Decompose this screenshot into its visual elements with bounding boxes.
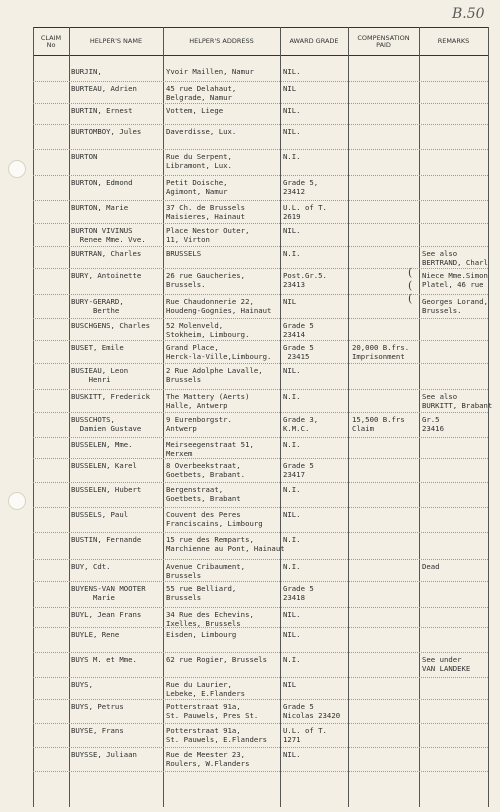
- page-number: B.50: [452, 6, 485, 22]
- punch-hole: [8, 160, 26, 178]
- cell-name: BURJIN,: [71, 67, 102, 76]
- cell-address: 9 Eurenborgstr. Antwerp: [166, 415, 232, 433]
- header-compensation: COMPENSATION PAID: [357, 33, 410, 49]
- cell-name: BURTON, Edmond: [71, 178, 133, 187]
- cell-award: NIL: [283, 84, 297, 93]
- cell-name: BURY, Antoinette: [71, 271, 142, 280]
- cell-name: BUYENS-VAN MOOTER Marie: [71, 584, 146, 602]
- cell-award: U.L. of T. 1271: [283, 726, 327, 744]
- cell-award: Grade 5 Nicolas 23420: [283, 702, 341, 720]
- cell-name: BURTON VIVINUS Renee Mme. Vve.: [71, 226, 146, 244]
- cell-name: BUSSELEN, Hubert: [71, 485, 142, 494]
- row-rule: [33, 246, 488, 247]
- cell-address: The Mattery (Aerts) Halle, Antwerp: [166, 392, 250, 410]
- remarks-bracket: ( ( (: [408, 266, 413, 305]
- column-line: [419, 27, 420, 807]
- row-rule: [33, 175, 488, 176]
- cell-address: Grand Place, Herck-la-Ville,Limbourg.: [166, 343, 272, 361]
- cell-award: N.I.: [283, 535, 301, 544]
- cell-name: BURTOMBOY, Jules: [71, 127, 142, 136]
- cell-address: 2 Rue Adolphe Lavalle, Brussels: [166, 366, 263, 384]
- row-rule: [33, 559, 488, 560]
- cell-name: BUYL, Jean Frans: [71, 610, 142, 619]
- row-rule: [33, 389, 488, 390]
- cell-award: N.I.: [283, 562, 301, 571]
- cell-name: BUSCHGENS, Charles: [71, 321, 151, 330]
- cell-award: NIL.: [283, 67, 301, 76]
- row-rule: [33, 437, 488, 438]
- cell-address: Rue du Serpent, Libramont, Lux.: [166, 152, 232, 170]
- cell-award: NIL.: [283, 750, 301, 759]
- row-rule: [33, 458, 488, 459]
- cell-name: BUYS, Petrus: [71, 702, 124, 711]
- cell-name: BURTON, Marie: [71, 203, 129, 212]
- cell-award: NIL.: [283, 610, 301, 619]
- cell-address: Place Nestor Outer, 11, Virton: [166, 226, 250, 244]
- cell-award: N.I.: [283, 152, 301, 161]
- column-line: [163, 27, 164, 807]
- header-helper-name: HELPER'S NAME: [89, 37, 143, 46]
- row-rule: [33, 318, 488, 319]
- cell-address: Eisden, Limbourg: [166, 630, 237, 639]
- cell-award: NIL.: [283, 366, 301, 375]
- cell-award: NIL.: [283, 106, 301, 115]
- cell-address: Rue du Laurier, Lebeke, E.Flanders: [166, 680, 246, 698]
- cell-name: BUSKITT, Frederick: [71, 392, 151, 401]
- cell-award: NIL.: [283, 630, 301, 639]
- cell-address: Daverdisse, Lux.: [166, 127, 237, 136]
- row-rule: [33, 103, 488, 104]
- row-rule: [33, 223, 488, 224]
- cell-remarks: Niece Mme.Simon Platel, 46 rue: [422, 271, 488, 289]
- cell-address: 34 Rue des Echevins, Ixelles, Brussels: [166, 610, 254, 628]
- cell-award: Grade 5 23414: [283, 321, 314, 339]
- cell-address: Petit Doische, Agimont, Namur: [166, 178, 228, 196]
- row-rule: [33, 771, 488, 772]
- cell-address: Rue de Meester 23, Roulers, W.Flanders: [166, 750, 250, 768]
- row-rule: [33, 81, 488, 82]
- cell-name: BUSIEAU, Leon Henri: [71, 366, 129, 384]
- row-rule: [33, 340, 488, 341]
- punch-hole: [8, 492, 26, 510]
- row-rule: [33, 200, 488, 201]
- cell-name: BUYLE, Rene: [71, 630, 120, 639]
- header-claim: CLAIM No: [40, 33, 62, 49]
- cell-remarks: Gr.5 23416: [422, 415, 444, 433]
- cell-remarks: See also BERTRAND, Charl: [422, 249, 488, 267]
- cell-address: 26 rue Gaucheries, Brussels.: [166, 271, 246, 289]
- header-remarks: REMARKS: [437, 37, 470, 46]
- row-rule: [33, 747, 488, 748]
- row-rule: [33, 723, 488, 724]
- cell-name: BUYSE, Frans: [71, 726, 124, 735]
- cell-address: Yvoir Maillen, Namur: [166, 67, 254, 76]
- cell-address: Meirseegenstraat 51, Merxem: [166, 440, 254, 458]
- cell-name: BUSET, Emile: [71, 343, 124, 352]
- cell-name: BUSSELS, Paul: [71, 510, 129, 519]
- cell-award: NIL.: [283, 226, 301, 235]
- row-rule: [33, 699, 488, 700]
- cell-name: BUYS M. et Mme.: [71, 655, 137, 664]
- cell-comp: 15,500 B.frs Claim: [352, 415, 405, 433]
- cell-award: N.I.: [283, 485, 301, 494]
- row-rule: [33, 532, 488, 533]
- cell-name: BUSSCHOTS, Damien Gustave: [71, 415, 142, 433]
- cell-address: Bergenstraat, Goetbets, Brabant: [166, 485, 241, 503]
- cell-award: Post.Gr.5. 23413: [283, 271, 327, 289]
- cell-name: BUY, Cdt.: [71, 562, 111, 571]
- cell-award: N.I.: [283, 392, 301, 401]
- cell-award: N.I.: [283, 655, 301, 664]
- cell-remarks: See under VAN LANDEKE: [422, 655, 471, 673]
- cell-address: Avenue Cribaument, Brussels: [166, 562, 246, 580]
- cell-award: N.I.: [283, 249, 301, 258]
- row-rule: [33, 677, 488, 678]
- column-line: [488, 27, 489, 807]
- cell-name: BUYS,: [71, 680, 93, 689]
- cell-address: Potterstraat 91a, St. Pauwels, Pres St.: [166, 702, 259, 720]
- cell-name: BURTIN, Ernest: [71, 106, 133, 115]
- row-rule: [33, 652, 488, 653]
- cell-address: 52 Molenveld, Stokheim, Limbourg.: [166, 321, 250, 339]
- cell-name: BUYSSE, Juliaan: [71, 750, 137, 759]
- cell-address: Potterstraat 91a, St. Pauwels, E.Flanders: [166, 726, 268, 744]
- cell-name: BUSSELEN, Karel: [71, 461, 137, 470]
- cell-award: NIL.: [283, 510, 301, 519]
- row-rule: [33, 412, 488, 413]
- cell-address: Vottem, Liege: [166, 106, 224, 115]
- cell-address: 8 Overbeekstraat, Goetbets, Brabant.: [166, 461, 246, 479]
- cell-name: BUSSELEN, Mme.: [71, 440, 133, 449]
- cell-address: Couvent des Peres Franciscains, Limbourg: [166, 510, 263, 528]
- row-rule: [33, 507, 488, 508]
- cell-address: BRUSSELS: [166, 249, 202, 258]
- column-line: [348, 27, 349, 807]
- cell-comp: 20,000 B.frs. Imprisonment: [352, 343, 410, 361]
- row-rule: [33, 607, 488, 608]
- cell-name: BUSTIN, Fernande: [71, 535, 142, 544]
- row-rule: [33, 482, 488, 483]
- cell-name: BURTRAN, Charles: [71, 249, 142, 258]
- cell-name: BURTEAU, Adrien: [71, 84, 137, 93]
- cell-award: NIL: [283, 680, 297, 689]
- cell-award: N.I.: [283, 440, 301, 449]
- cell-award: Grade 5, 23412: [283, 178, 319, 196]
- row-rule: [33, 294, 488, 295]
- header-helper-address: HELPER'S ADDRESS: [189, 37, 254, 46]
- cell-address: 55 rue Belliard, Brussels: [166, 584, 237, 602]
- cell-remarks: Georges Lorand, Brussels.: [422, 297, 488, 315]
- row-rule: [33, 581, 488, 582]
- cell-address: Rue Chaudonnerie 22, Houdeng-Gognies, Hainaut: [166, 297, 272, 315]
- column-line: [69, 27, 70, 807]
- cell-award: Grade 5 23415: [283, 343, 314, 361]
- cell-address: 37 Ch. de Brussels Maisieres, Hainaut: [166, 203, 246, 221]
- cell-remarks: Dead: [422, 562, 440, 571]
- cell-address: 45 rue Delahaut, Belgrade, Namur: [166, 84, 237, 102]
- column-line: [280, 27, 281, 807]
- row-rule: [33, 363, 488, 364]
- cell-award: NIL.: [283, 127, 301, 136]
- row-rule: [33, 124, 488, 125]
- row-rule: [33, 627, 488, 628]
- cell-award: U.L. of T. 2619: [283, 203, 327, 221]
- cell-award: Grade 5 23418: [283, 584, 314, 602]
- cell-award: NIL: [283, 297, 297, 306]
- header-award-grade: AWARD GRADE: [289, 37, 339, 46]
- cell-award: Grade 5 23417: [283, 461, 314, 479]
- cell-address: 15 rue des Remparts, Marchienne au Pont, Hainaut: [166, 535, 285, 553]
- cell-name: BURTON: [71, 152, 98, 161]
- cell-address: 62 rue Rogier, Brussels: [166, 655, 268, 664]
- row-rule: [33, 268, 488, 269]
- cell-name: BURY-GERARD, Berthe: [71, 297, 124, 315]
- cell-remarks: See also BURKITT, Brabant: [422, 392, 493, 410]
- cell-award: Grade 3, K.M.C.: [283, 415, 319, 433]
- row-rule: [33, 149, 488, 150]
- column-line: [33, 27, 34, 807]
